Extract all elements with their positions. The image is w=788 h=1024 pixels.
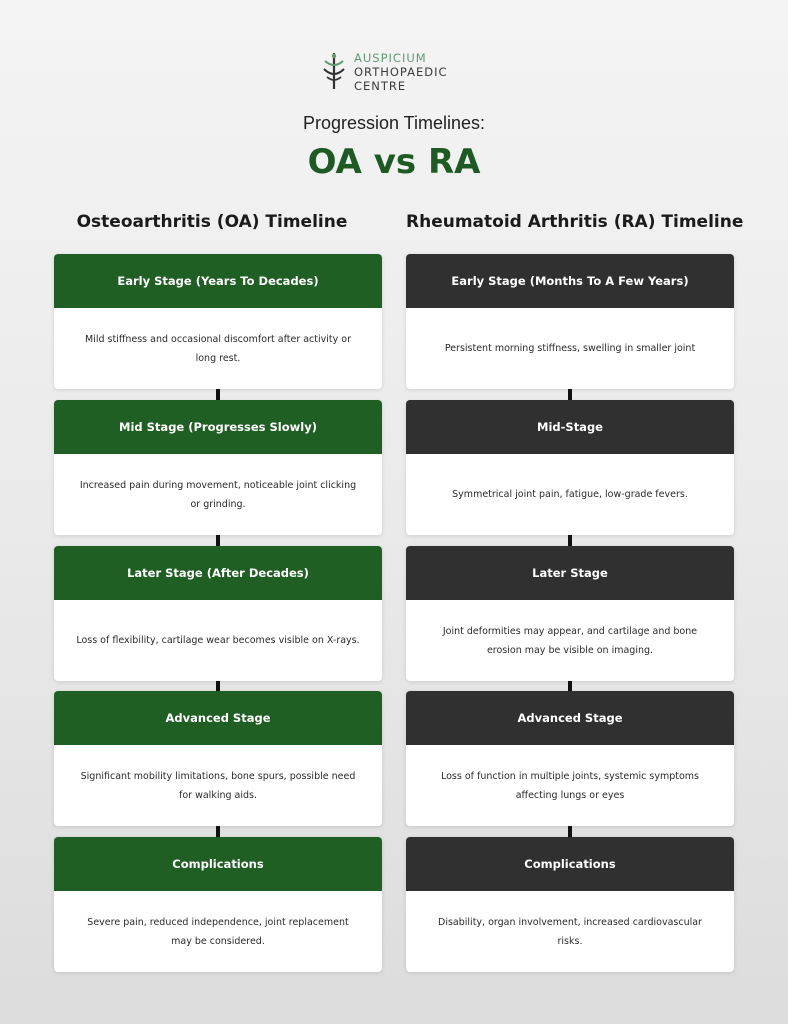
oa-stage-card [54, 254, 382, 389]
oa-stage-heading: Complications [54, 837, 382, 891]
ra-stage-text: Loss of function in multiple joints, systemic symptoms affecting lungs or eyes [440, 770, 699, 801]
ra-stage-card [406, 837, 734, 972]
oa-stage-text: Mild stiffness and occasional discomfort after activity or long rest. [84, 333, 351, 364]
ra-stage-card [406, 546, 734, 681]
ra-stage-heading: Complications [406, 837, 734, 891]
ra-stage-card [406, 691, 734, 826]
oa-stage-card [54, 546, 382, 681]
oa-timeline-title: Osteoarthritis (OA) Timeline [76, 212, 348, 232]
ra-stage-heading: Later Stage [406, 546, 734, 600]
ra-stage-card [406, 400, 734, 535]
oa-stage-text: Significant mobility limitations, bone spurs, possible need for walking aids. [80, 770, 356, 801]
ra-stage-text: Joint deformities may appear, and cartilage and bone erosion may be visible on imaging. [442, 625, 698, 656]
brand-line-2: ORTHOPAEDIC [354, 65, 448, 79]
oa-stage-heading: Later Stage (After Decades) [54, 546, 382, 600]
oa-stage-heading: Early Stage (Years To Decades) [54, 254, 382, 308]
ra-stage-text: Persistent morning stiffness, swelling in smaller joint [444, 343, 696, 354]
oa-stage-card [54, 691, 382, 826]
ra-stage-card [406, 254, 734, 389]
ra-stage-heading: Advanced Stage [406, 691, 734, 745]
page-subtitle: Progression Timelines: [302, 113, 486, 133]
spine-logo-icon [320, 51, 348, 91]
brand-line-3: CENTRE [354, 79, 407, 93]
oa-stage-heading: Mid Stage (Progresses Slowly) [54, 400, 382, 454]
ra-timeline-title: Rheumatoid Arthritis (RA) Timeline [406, 212, 744, 232]
ra-stage-text: Disability, organ involvement, increased cardiovascular risks. [438, 916, 702, 947]
oa-stage-card [54, 837, 382, 972]
ra-stage-heading: Early Stage (Months To A Few Years) [406, 254, 734, 308]
brand-line-1: AUSPICIUM [354, 51, 427, 65]
brand-logo [320, 49, 480, 97]
oa-stage-heading: Advanced Stage [54, 691, 382, 745]
oa-stage-card [54, 400, 382, 535]
ra-stage-heading: Mid-Stage [406, 400, 734, 454]
oa-stage-text: Increased pain during movement, noticeable joint clicking or grinding. [79, 479, 357, 510]
oa-stage-text: Severe pain, reduced independence, joint replacement may be considered. [87, 916, 349, 947]
page-title: OA vs RA [307, 142, 481, 182]
oa-stage-text: Loss of flexibility, cartilage wear becomes visible on X-rays. [76, 635, 360, 646]
ra-stage-text: Symmetrical joint pain, fatigue, low-grade fevers. [452, 489, 688, 500]
